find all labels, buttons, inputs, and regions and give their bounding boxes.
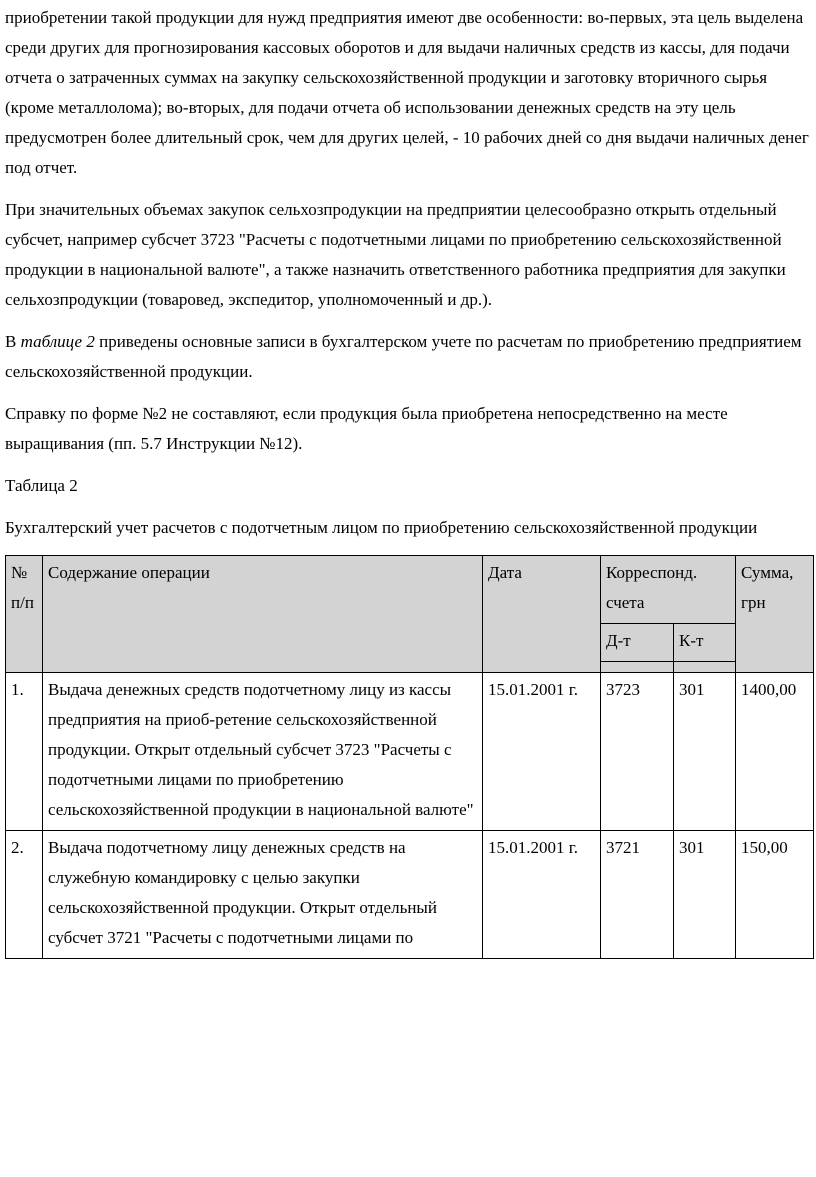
cell-sum: 1400,00 <box>736 673 814 831</box>
header-cell-operation: Содержание операции <box>43 556 483 673</box>
table-reference-italic: таблице 2 <box>20 332 95 351</box>
cell-row-num: 2. <box>6 831 43 959</box>
table-row <box>6 673 814 831</box>
paragraph-1: приобретении такой продукции для нужд предприятия имеют две особенности: во-первых, эта цель выделена среди других для прогнозирования кассовых оборотов и для выдачи наличных средств из кассы, для подачи отчета о затраченных суммах на закупку сельскохозяйственной продукции и заготовку вторичного сырья (кроме металлолома); во-вторых, для подачи отчета об использовании денежных средств на эту цель предусмотрен более длительный срок, чем для других целей, - 10 рабочих дней со дня выдачи наличных денег под отчет. <box>5 8 809 177</box>
header-cell-debit: Д-т <box>601 624 674 662</box>
header-cell-credit: К-т <box>674 624 736 662</box>
header-cell-date: Дата <box>483 556 601 673</box>
table-body <box>6 673 814 959</box>
paragraph-3-prefix: В <box>5 332 21 351</box>
paragraph-3-rest: приведены основные записи в бухгалтерском учете по расчетам по приобретению предприятием сельскохозяйственной продукции. <box>5 332 802 381</box>
table-label: Таблица 2 <box>5 476 78 495</box>
accounting-entries-table <box>5 555 814 959</box>
cell-credit: 301 <box>674 673 736 831</box>
header-cell-num: № п/п <box>6 556 43 673</box>
header-cell-sum: Сумма, грн <box>736 556 814 673</box>
cell-row-num: 1. <box>6 673 43 831</box>
table-caption: Бухгалтерский учет расчетов с подотчетным лицом по приобретению сельскохозяйственной продукции <box>5 518 758 537</box>
header-cell-accounts: Корреспонд. счета <box>601 556 736 624</box>
paragraph-3 <box>5 327 812 387</box>
cell-credit: 301 <box>674 831 736 959</box>
paragraph-2: При значительных объемах закупок сельхозпродукции на предприятии целесообразно открыть отдельный субсчет, например субсчет 3723 "Расчеты с подотчетными лицами по приобретению сельскохозяйственной продукции в национальной валюте", а также назначить ответственного работника предприятия для закупки сельхозпродукции (товаровед, экспедитор, уполномоченный и др.). <box>5 200 786 309</box>
header-spacer-credit <box>674 662 736 673</box>
paragraph-4: Справку по форме №2 не составляют, если продукция была приобретена непосредственно на месте выращивания (пп. 5.7 Инструкции №12). <box>5 404 728 453</box>
cell-date: 15.01.2001 г. <box>483 831 601 959</box>
table-header-row-1 <box>6 556 814 624</box>
table-row <box>6 831 814 959</box>
cell-operation: Выдача денежных средств подотчетному лицу из кассы предприятия на приоб-ретение сельскохозяйственной продукции. Открыт отдельный субсчет 3723 "Расчеты с подотчетными лицами по приобретению сельскохозяйственной продукции в национальной валюте" <box>43 673 483 831</box>
cell-sum: 150,00 <box>736 831 814 959</box>
header-spacer-debit <box>601 662 674 673</box>
cell-debit: 3721 <box>601 831 674 959</box>
cell-date: 15.01.2001 г. <box>483 673 601 831</box>
cell-debit: 3723 <box>601 673 674 831</box>
table-header <box>6 556 814 673</box>
cell-operation: Выдача подотчетному лицу денежных средств на служебную командировку с целью закупки сельскохозяйственной продукции. Открыт отдельный субсчет 3721 "Расчеты с подотчетными лицами по <box>43 831 483 959</box>
